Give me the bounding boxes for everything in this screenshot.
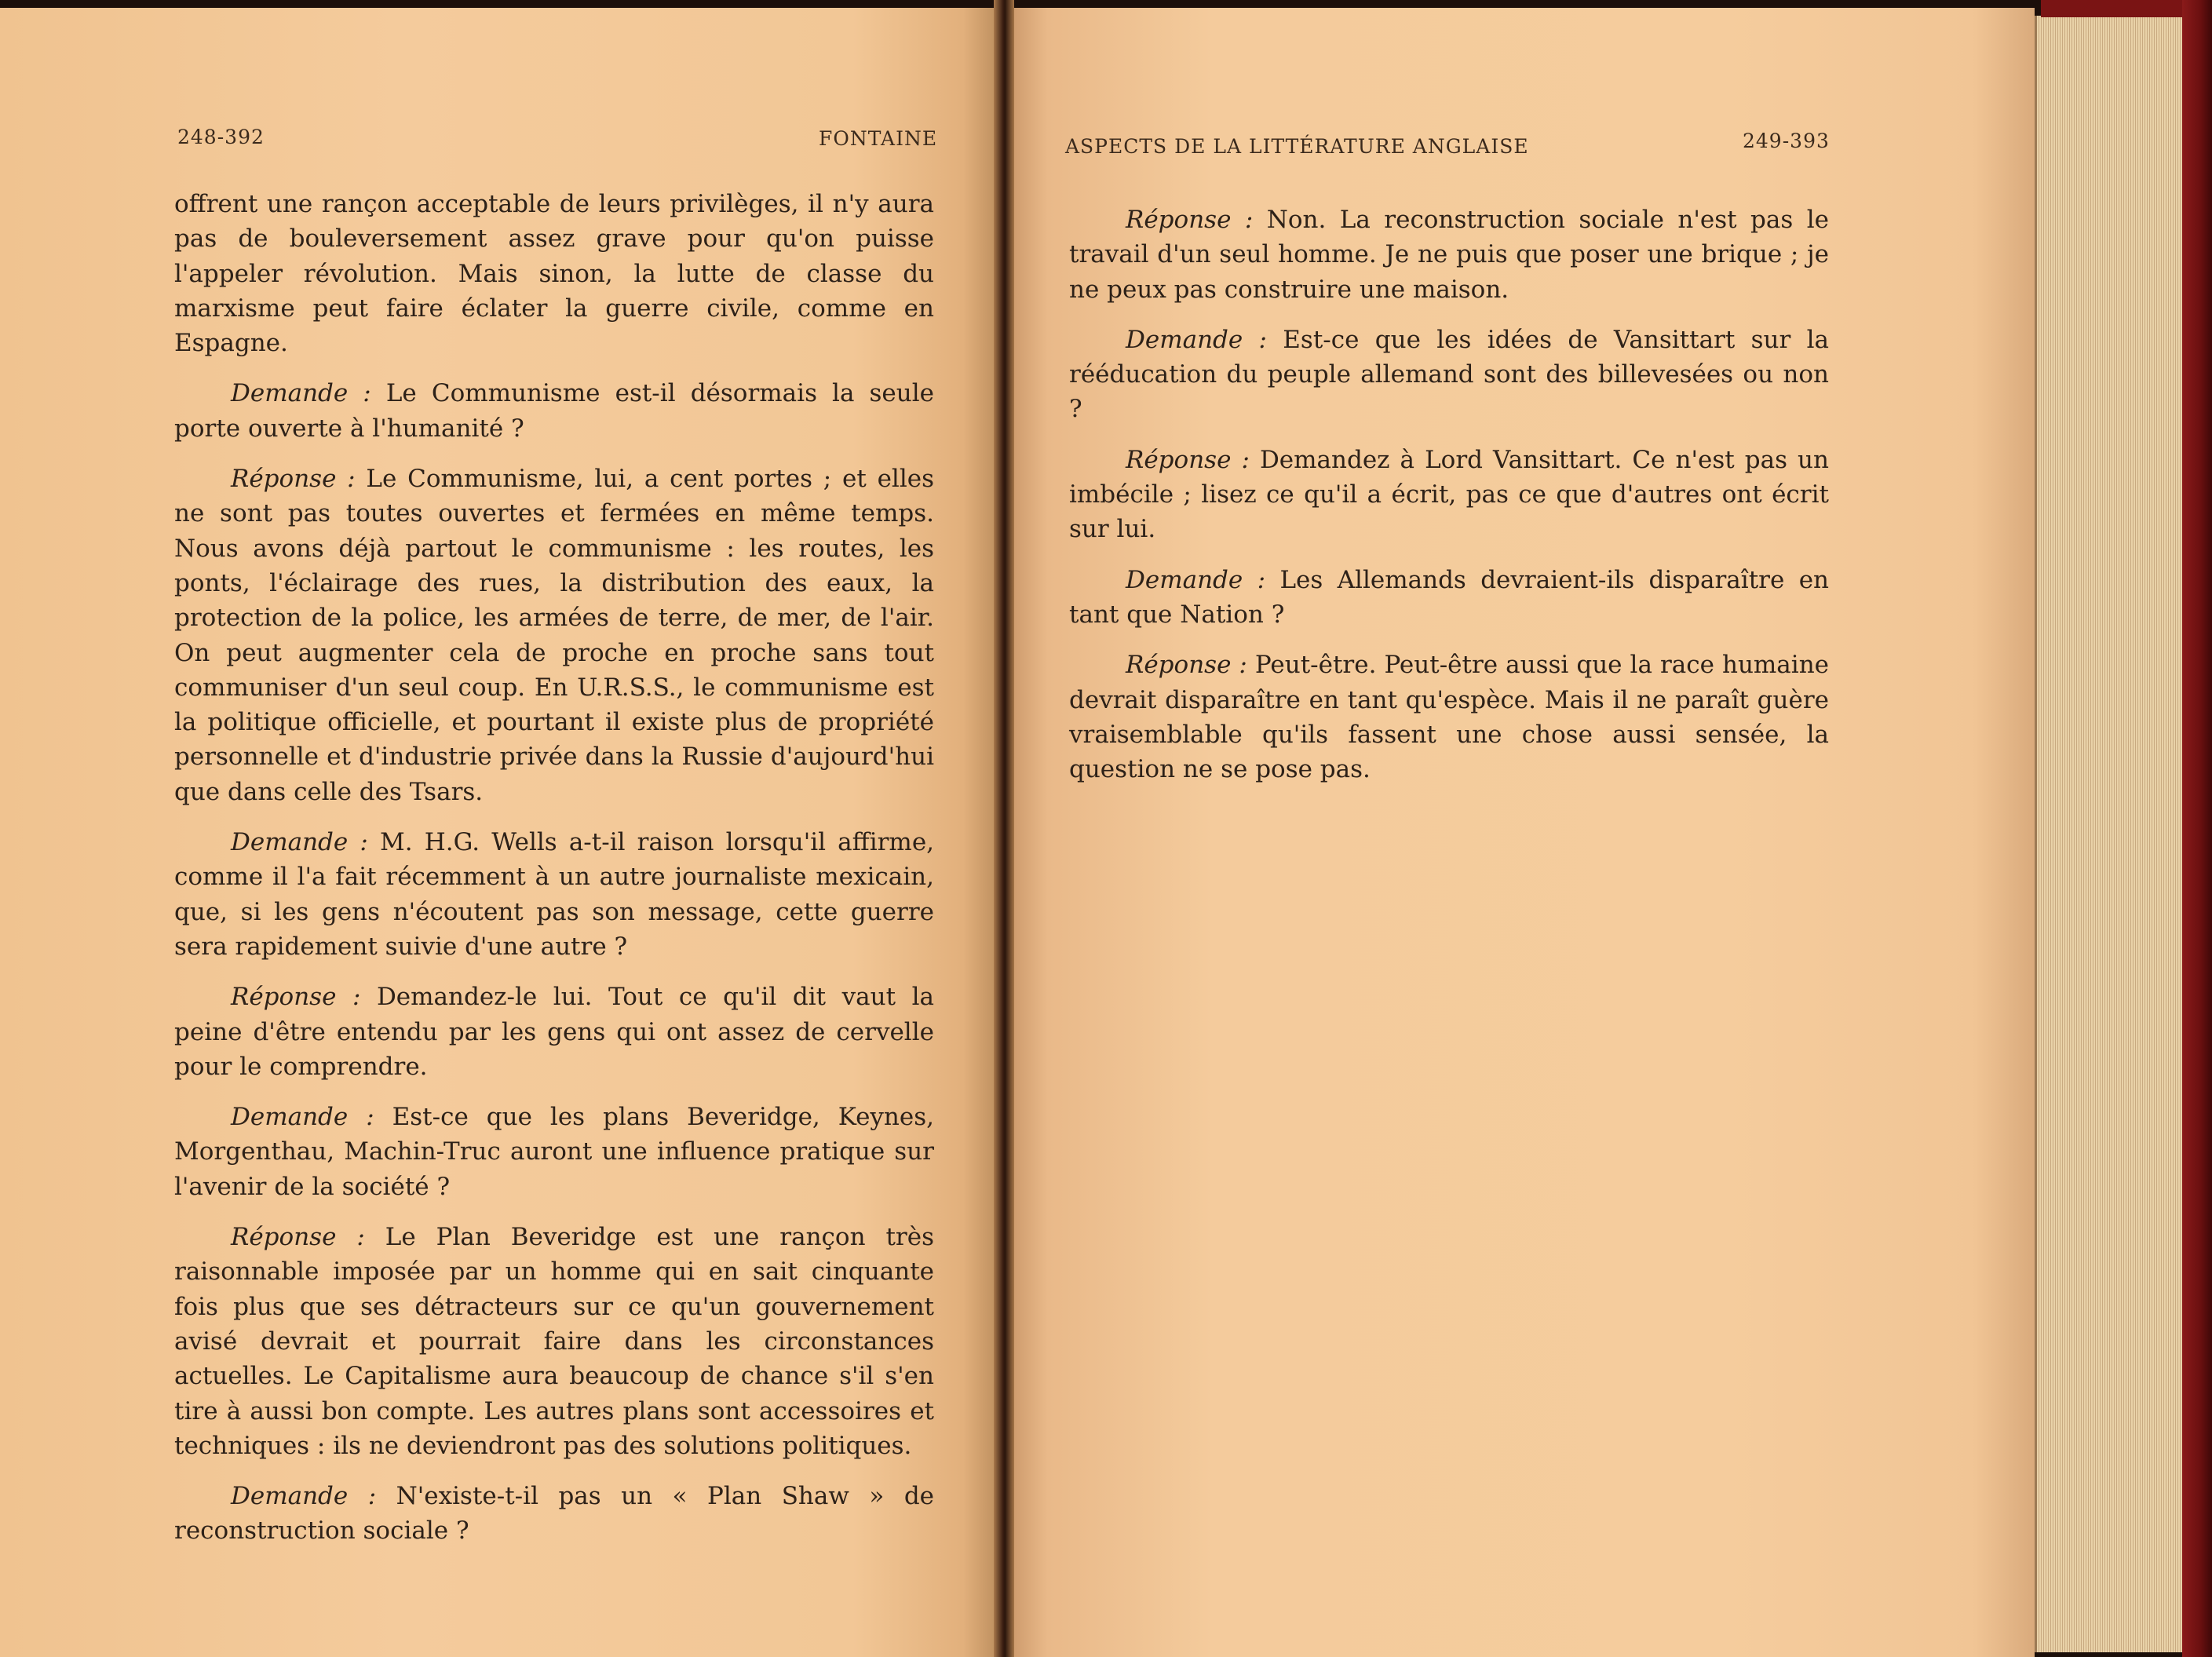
right-paragraph <box>1069 648 1829 787</box>
paragraph-text: Est-ce que les idées de Vansittart sur la rééducation du peuple allemand sont des billevesées ou non ? <box>1069 325 1830 424</box>
book-gutter <box>994 0 1014 1657</box>
paragraph-text: Demandez-le lui. Tout ce qu'il dit vaut la peine d'être entendu par les gens qui ont assez de cervelle pour le comprendre. <box>174 983 934 1081</box>
paragraph-text: Le Plan Beveridge est une rançon très raisonnable imposée par un homme qui en sait cinquante fois plus que ses détracteurs sur ce qu'un gouvernement avisé devrait et pourrait faire dans les circonstances actuelles. Le Capitalisme aura beaucoup de chance s'il s'en tire à aussi bon compte. Les autres plans sont accessoires et techniques : ils ne deviendront pas des solutions politiques. <box>174 1223 934 1460</box>
left-page <box>0 8 1003 1657</box>
speaker-label: Réponse : <box>231 983 361 1012</box>
left-paragraph <box>174 1479 934 1549</box>
speaker-label: Réponse : <box>1126 445 1250 474</box>
right-page-number: 249-393 <box>1743 130 1830 152</box>
paragraph-text: Le Communisme est-il désormais la seule porte ouverte à l'humanité ? <box>174 379 935 443</box>
left-paragraph <box>174 1100 934 1204</box>
red-book-cover <box>2182 0 2212 1657</box>
right-paragraph <box>1069 323 1829 427</box>
speaker-label: Réponse : <box>1126 651 1247 680</box>
speaker-label: Demande : <box>231 1482 377 1511</box>
speaker-label: Demande : <box>231 828 368 857</box>
left-running-head: FONTAINE <box>819 127 938 150</box>
paragraph-text: Peut-être. Peut-être aussi que la race humaine devrait disparaître en tant qu'espèce. Mais il ne paraît guère vraisemblable qu'ils fassent une chose aussi sensée, la question ne se pose pas. <box>1069 651 1830 784</box>
right-text-block <box>1069 203 1829 802</box>
paragraph-text: Est-ce que les plans Beveridge, Keynes, Morgenthau, Machin-Truc auront une influence pratique sur l'avenir de la société ? <box>174 1103 934 1201</box>
left-opening-paragraph: offrent une rançon acceptable de leurs privilèges, il n'y aura pas de bouleversement assez grave pour qu'on puisse l'appeler révolution. Mais sinon, la lutte de classe du marxisme peut faire éclater la guerre civile, comme en Espagne. <box>174 190 934 358</box>
paragraph-text: Demandez à Lord Vansittart. Ce n'est pas un imbécile ; lisez ce qu'il a écrit, pas ce que d'autres ont écrit sur lui. <box>1069 445 1829 544</box>
paragraph-text: Non. La reconstruction sociale n'est pas le travail d'un seul homme. Je ne puis que poser une brique ; je ne peux pas construire une maison. <box>1069 206 1829 304</box>
speaker-label: Demande : <box>1126 565 1266 594</box>
right-running-head: ASPECTS DE LA LITTÉRATURE ANGLAISE <box>1065 135 1529 158</box>
speaker-label: Demande : <box>231 1103 374 1132</box>
speaker-label: Réponse : <box>1126 206 1254 234</box>
paragraph-text: Les Allemands devraient-ils disparaître en tant que Nation ? <box>1069 565 1830 629</box>
right-page <box>1006 8 2035 1657</box>
right-paragraph <box>1069 563 1829 633</box>
left-page-number: 248-392 <box>177 126 265 148</box>
left-paragraph <box>174 462 934 809</box>
paragraph-text: N'existe-t-il pas un « Plan Shaw » de reconstruction sociale ? <box>174 1482 935 1546</box>
page-edges <box>2035 16 2185 1652</box>
right-paragraph <box>1069 443 1829 547</box>
speaker-label: Demande : <box>1126 325 1267 354</box>
left-paragraph <box>174 376 934 446</box>
paragraph-text: M. H.G. Wells a-t-il raison lorsqu'il affirme, comme il l'a fait récemment à un autre journaliste mexicain, que, si les gens n'écoutent pas son message, cette guerre sera rapidement suivie d'une autre ? <box>174 828 935 961</box>
paragraph-text: Le Communisme, lui, a cent portes ; et elles ne sont pas toutes ouvertes et fermées en même temps. Nous avons déjà partout le communisme : les routes, les ponts, l'éclairage des rues, la distribution des eaux, la protection de la police, les armées de terre, de mer, de l'air. On peut augmenter cela de proche en proche sans tout communiser d'un seul coup. En U.R.S.S., le communisme est la politique officielle, et pourtant il existe plus de propriété personnelle et d'industrie privée dans la Russie d'aujourd'hui que dans celle des Tsars. <box>174 465 935 806</box>
left-text-block <box>174 187 934 1564</box>
right-paragraph <box>1069 203 1829 307</box>
speaker-label: Demande : <box>231 379 371 408</box>
left-paragraph <box>174 980 934 1084</box>
left-paragraph <box>174 1220 934 1463</box>
speaker-label: Réponse : <box>231 465 356 494</box>
speaker-label: Réponse : <box>231 1223 365 1252</box>
left-paragraph <box>174 825 934 964</box>
